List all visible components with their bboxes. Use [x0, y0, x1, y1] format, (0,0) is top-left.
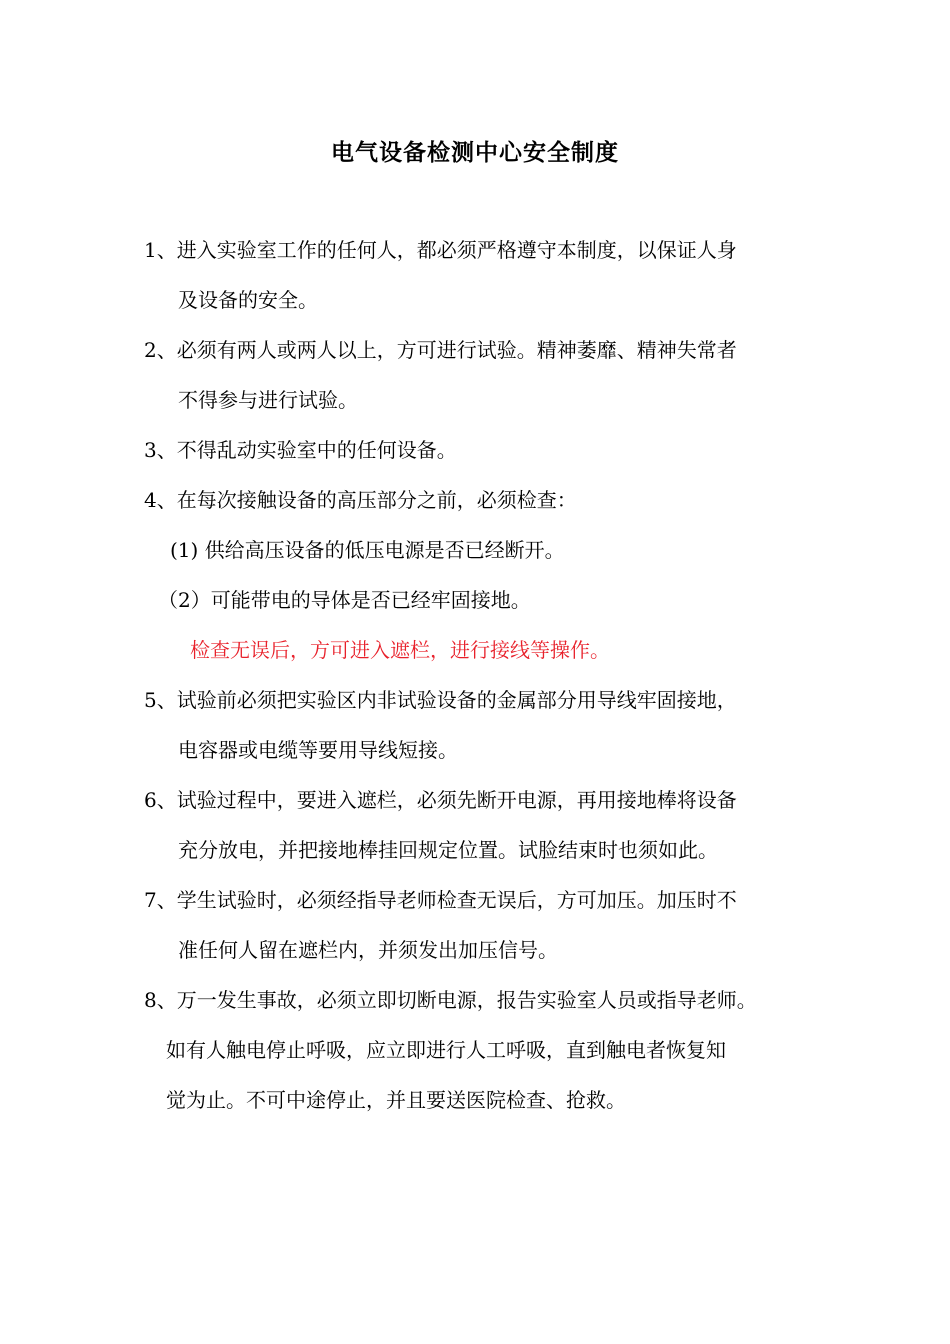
rule-1-line-2: 及设备的安全。 [178, 288, 318, 312]
rule-5-line-2: 电容器或电缆等要用导线短接。 [178, 738, 458, 762]
rule-4-item-2: （2）可能带电的导体是否已经牢固接地。 [158, 588, 531, 612]
rule-8-line-1: 8、万一发生事故，必须立即切断电源，报告实验室人员或指导老师。 [144, 988, 757, 1012]
page-title: 电气设备检测中心安全制度 [331, 139, 619, 166]
rule-6-line-1: 6、试验过程中，要进入遮栏，必须先断开电源，再用接地棒将设备 [144, 788, 737, 812]
rule-2-line-2: 不得参与进行试验。 [178, 388, 358, 412]
rule-1-line-1: 1、进入实验室工作的任何人，都必须严格遵守本制度，以保证人身 [144, 238, 737, 262]
rule-8-line-3: 觉为止。不可中途停止，并且要送医院检查、抢救。 [166, 1088, 626, 1112]
rule-4: 4、在每次接触设备的高压部分之前，必须检查： [144, 488, 577, 512]
warning-note: 检查无误后，方可进入遮栏，进行接线等操作。 [190, 638, 610, 662]
rule-4-item-1: (1) 供给高压设备的低压电源是否已经断开。 [170, 538, 565, 562]
rule-7-line-1: 7、学生试验时，必须经指导老师检查无误后，方可加压。加压时不 [144, 888, 737, 912]
rule-3: 3、不得乱动实验室中的任何设备。 [144, 438, 457, 462]
rule-5-line-1: 5、试验前必须把实验区内非试验设备的金属部分用导线牢固接地， [144, 688, 737, 712]
rule-7-line-2: 准任何人留在遮栏内，并须发出加压信号。 [178, 938, 558, 962]
rule-2-line-1: 2、必须有两人或两人以上，方可进行试验。精神萎靡、精神失常者 [144, 338, 737, 362]
rule-8-line-2: 如有人触电停止呼吸，应立即进行人工呼吸，直到触电者恢复知 [166, 1038, 726, 1062]
rule-6-line-2: 充分放电，并把接地棒挂回规定位置。试脸结束时也须如此。 [178, 838, 718, 862]
